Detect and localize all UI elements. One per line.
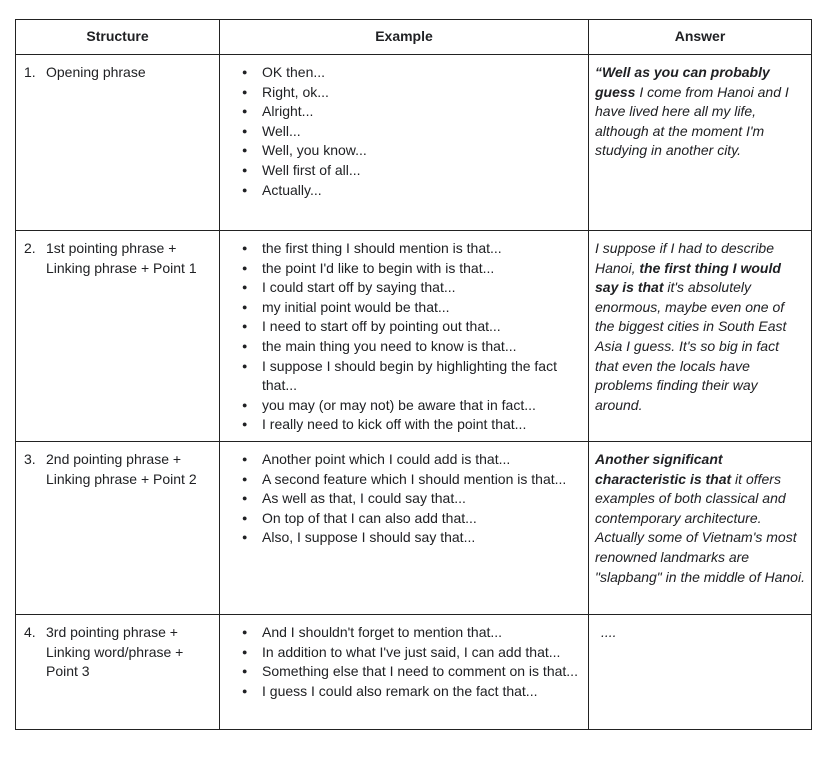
structure-cell	[16, 615, 220, 730]
example-item: ● Right, ok...	[262, 83, 582, 103]
structure-cell	[16, 55, 220, 231]
row-number: 3.	[24, 451, 36, 467]
table-row	[16, 442, 812, 615]
table-row	[16, 55, 812, 231]
example-item: ● I could start off by saying that...	[262, 278, 582, 298]
answer-text: ....	[601, 624, 617, 640]
answer-text: I suppose if I had to describe Hanoi,	[595, 240, 774, 276]
structure-text: Opening phrase	[46, 64, 146, 80]
example-item: ● I guess I could also remark on the fact that...	[262, 682, 582, 702]
example-item: ● I suppose I should begin by highlighting the fact that...	[262, 357, 582, 396]
header-structure: Structure	[16, 20, 220, 55]
example-item: ● In addition to what I've just said, I can add that...	[262, 643, 582, 663]
answer-key-phrase: “Well as you can probably guess	[595, 64, 770, 100]
answer-text: I come from Hanoi and I have lived here all my life, although at the moment I'm studying in another city.	[595, 83, 789, 159]
example-item: ● Well first of all...	[262, 161, 582, 181]
example-item: ● As well as that, I could say that...	[262, 489, 582, 509]
phrase-structure-table-container	[15, 19, 811, 730]
example-item: ● my initial point would be that...	[262, 298, 582, 318]
row-number: 1.	[24, 64, 36, 80]
row-number: 2.	[24, 240, 36, 256]
example-item: ● And I shouldn't forget to mention that...	[262, 623, 582, 643]
answer-cell	[589, 442, 812, 615]
header-row	[16, 20, 812, 55]
example-cell	[220, 55, 589, 231]
example-item: ● On top of that I can also add that...	[262, 509, 582, 529]
example-item: ● Something else that I need to comment on is that...	[262, 662, 582, 682]
example-item: ● I need to start off by pointing out that...	[262, 317, 582, 337]
answer-cell	[589, 615, 812, 730]
example-list	[226, 623, 582, 701]
structure-text: 1st pointing phrase + Linking phrase + Point 1	[46, 240, 197, 276]
example-item: ● the first thing I should mention is that...	[262, 239, 582, 259]
example-item: ● A second feature which I should mention is that...	[262, 470, 582, 490]
structure-cell	[16, 231, 220, 442]
example-item: ● the point I'd like to begin with is that...	[262, 259, 582, 279]
answer-text: it offers examples of both classical and contemporary architecture. Actually some of Vietnam's most renowned landmarks are "slapbang" in the middle of Hanoi.	[595, 470, 805, 585]
answer-key-phrase: the first thing I would say is that	[595, 259, 781, 296]
example-item: ● Alright...	[262, 102, 582, 122]
example-cell	[220, 615, 589, 730]
example-cell	[220, 442, 589, 615]
example-item: ● Well...	[262, 122, 582, 142]
example-cell	[220, 231, 589, 442]
example-list	[226, 450, 582, 548]
example-item: ● Well, you know...	[262, 141, 582, 161]
table-row	[16, 231, 812, 442]
phrase-structure-table	[15, 19, 812, 730]
header-answer: Answer	[589, 20, 812, 55]
table-row	[16, 615, 812, 730]
structure-text: 2nd pointing phrase + Linking phrase + Point 2	[46, 451, 197, 487]
example-list	[226, 63, 582, 200]
example-item: ● Another point which I could add is that...	[262, 450, 582, 470]
example-item: ● OK then...	[262, 63, 582, 83]
structure-text: 3rd pointing phrase + Linking word/phrase + Point 3	[46, 624, 184, 680]
structure-cell	[16, 442, 220, 615]
answer-cell	[589, 55, 812, 231]
example-item: ● the main thing you need to know is that...	[262, 337, 582, 357]
header-example: Example	[220, 20, 589, 55]
example-list	[226, 239, 582, 435]
example-item: ● Also, I suppose I should say that...	[262, 528, 582, 548]
example-item: ● I really need to kick off with the point that...	[262, 415, 582, 435]
answer-text: it's absolutely enormous, maybe even one of the biggest cities in South East Asia I guess. It's so big in fact that even the locals have problems finding their way around.	[595, 279, 787, 413]
example-item: ● Actually...	[262, 181, 582, 201]
answer-cell	[589, 231, 812, 442]
answer-key-phrase: Another significant characteristic is that	[595, 451, 732, 487]
row-number: 4.	[24, 624, 36, 640]
example-item: ● you may (or may not) be aware that in fact...	[262, 396, 582, 416]
